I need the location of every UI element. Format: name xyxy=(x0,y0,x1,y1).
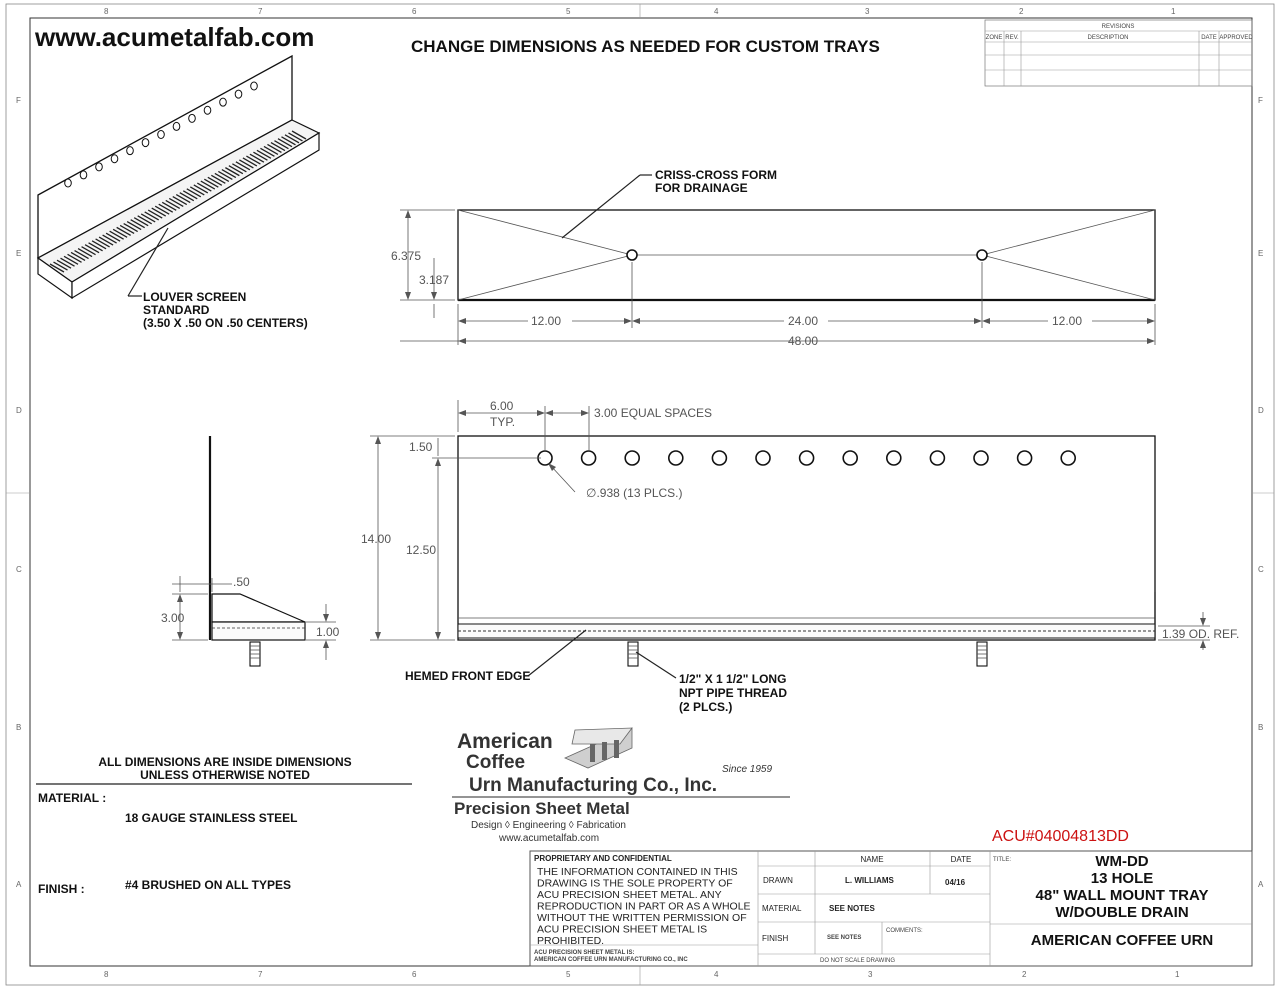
iso-hole xyxy=(251,82,258,90)
prop-title: PROPRIETARY AND CONFIDENTIAL xyxy=(534,854,672,863)
finish-tb-label: FINISH xyxy=(762,934,789,943)
logo-since: Since 1959 xyxy=(722,764,773,775)
drawn-date: 04/16 xyxy=(945,878,966,887)
zone-bottom-4: 4 xyxy=(714,970,719,979)
title-line2: 13 HOLE xyxy=(1090,870,1154,887)
material-tb-value: SEE NOTES xyxy=(829,904,875,913)
louver-callout-line2: STANDARD xyxy=(143,303,210,317)
faucet-hole xyxy=(669,451,683,465)
drawn-name: L. WILLIAMS xyxy=(845,876,894,885)
iso-hole xyxy=(111,155,118,163)
dim-side-lip: .50 xyxy=(233,575,250,589)
zone-top-7: 7 xyxy=(258,7,263,16)
zone-left-a: A xyxy=(16,880,22,889)
zone-top-1: 1 xyxy=(1171,7,1176,16)
logo-services: Design ◊ Engineering ◊ Fabrication xyxy=(471,820,626,831)
logo-line3: Urn Manufacturing Co., Inc. xyxy=(469,775,718,796)
part-number: ACU#04004813DD xyxy=(992,828,1129,845)
pipe-callout-line1: 1/2" X 1 1/2" LONG xyxy=(679,672,787,686)
finish-label: FINISH : xyxy=(38,882,85,896)
prop-body-line: ACU PRECISION SHEET METAL IS xyxy=(537,923,708,936)
logo-tagline: Precision Sheet Metal xyxy=(454,799,630,818)
isometric-view xyxy=(38,56,319,330)
name-header: NAME xyxy=(860,855,884,864)
pipe-callout-line3: (2 PLCS.) xyxy=(679,700,733,714)
pipe-callout-line2: NPT PIPE THREAD xyxy=(679,686,788,700)
zone-right-a: A xyxy=(1258,880,1264,889)
material-label: MATERIAL : xyxy=(38,791,107,805)
zone-right-b: B xyxy=(1258,723,1264,732)
custom-instruction: CHANGE DIMENSIONS AS NEEDED FOR CUSTOM TRAYS xyxy=(411,37,880,56)
zone-bottom-8: 8 xyxy=(104,970,109,979)
zone-left-c: C xyxy=(16,565,22,574)
dim-top-offset: 1.50 xyxy=(409,440,433,454)
comments-label: COMMENTS: xyxy=(886,928,923,934)
faucet-hole xyxy=(887,451,901,465)
zone-labels-left xyxy=(16,96,22,889)
dim-top-right: 12.00 xyxy=(1052,314,1083,328)
iso-hole xyxy=(127,147,134,155)
title-line1: WM-DD xyxy=(1095,853,1149,870)
material-tb-label: MATERIAL xyxy=(762,904,802,913)
zone-bottom-2: 2 xyxy=(1022,970,1027,979)
louver-callout-line1: LOUVER SCREEN xyxy=(143,290,247,304)
crisscross-callout-line1: CRISS-CROSS FORM xyxy=(655,168,778,182)
iso-hole xyxy=(173,122,180,130)
prop-body-line: ACU PRECISION SHEET METAL. ANY xyxy=(537,889,722,901)
iso-hole xyxy=(220,98,227,106)
dim-side-tray: 1.00 xyxy=(316,625,340,639)
zone-top-6: 6 xyxy=(412,7,417,16)
faucet-hole xyxy=(843,451,857,465)
prop-body xyxy=(537,866,751,947)
faucet-hole xyxy=(1061,451,1075,465)
finish-tb-value: SEE NOTES xyxy=(827,935,862,941)
revisions-col-date: DATE xyxy=(1201,35,1217,41)
revisions-col-rev: REV. xyxy=(1005,35,1019,41)
dim-first-hole: 6.00 xyxy=(490,399,514,413)
prop-body-line: REPRODUCTION IN PART OR AS A WHOLE xyxy=(537,900,751,913)
faucet-hole xyxy=(756,451,770,465)
dim-side-depth: 3.00 xyxy=(161,611,185,625)
dim-top-half: 3.187 xyxy=(419,273,450,287)
zone-left-b: B xyxy=(16,723,22,732)
company-logo xyxy=(452,728,790,844)
faucet-hole xyxy=(930,451,944,465)
zone-left-d: D xyxy=(16,406,22,415)
dim-hole-spacing: 3.00 EQUAL SPACES xyxy=(594,406,713,420)
zone-bottom-7: 7 xyxy=(258,970,263,979)
iso-hole xyxy=(158,131,165,139)
crisscross-callout-line2: FOR DRAINAGE xyxy=(655,181,748,195)
iso-hole xyxy=(235,90,242,98)
dim-front-height: 14.00 xyxy=(361,532,392,546)
top-view xyxy=(391,168,1155,348)
logo-line1: American xyxy=(457,730,553,753)
zone-labels-right xyxy=(1258,96,1264,889)
faucet-hole xyxy=(974,451,988,465)
zone-right-c: C xyxy=(1258,565,1264,574)
louver-callout-line3: (3.50 X .50 ON .50 CENTERS) xyxy=(143,316,308,330)
zone-top-3: 3 xyxy=(865,7,870,16)
zone-bottom-3: 3 xyxy=(868,970,873,979)
material-value: 18 GAUGE STAINLESS STEEL xyxy=(125,811,298,825)
logo-line2: Coffee xyxy=(466,752,526,773)
company-name: AMERICAN COFFEE URN xyxy=(1030,932,1214,949)
title-line4: W/DOUBLE DRAIN xyxy=(1055,904,1189,921)
revisions-col-description: DESCRIPTION xyxy=(1087,35,1129,41)
zone-top-8: 8 xyxy=(104,7,109,16)
prop-body-line: PROHIBITED. xyxy=(537,935,605,947)
dim-top-total: 48.00 xyxy=(788,334,819,348)
title-block xyxy=(530,851,1252,966)
revisions-col-zone: ZONE xyxy=(985,35,1003,41)
no-scale-note: DO NOT SCALE DRAWING xyxy=(820,958,896,964)
finish-value: #4 BRUSHED ON ALL TYPES xyxy=(125,878,292,892)
website-title: www.acumetalfab.com xyxy=(35,22,315,52)
dim-top-height: 6.375 xyxy=(391,249,422,263)
zone-top-4: 4 xyxy=(714,7,719,16)
zone-bottom-5: 5 xyxy=(566,970,571,979)
title-label: TITLE: xyxy=(993,857,1012,863)
drain-hole-left xyxy=(627,250,637,260)
zone-right-e: E xyxy=(1258,249,1264,258)
faucet-hole xyxy=(1018,451,1032,465)
iso-hole xyxy=(96,163,103,171)
zone-labels-bottom xyxy=(104,970,1180,979)
logo-url: www.acumetalfab.com xyxy=(499,833,600,844)
zone-left-e: E xyxy=(16,249,22,258)
zone-right-f: F xyxy=(1258,96,1263,105)
dim-first-hole-typ: TYP. xyxy=(490,415,516,429)
faucet-hole xyxy=(625,451,639,465)
drain-hole-right xyxy=(977,250,987,260)
hem-callout: HEMED FRONT EDGE xyxy=(405,669,531,683)
iso-hole xyxy=(65,179,72,187)
notes-dimensions-line2: UNLESS OTHERWISE NOTED xyxy=(140,768,310,782)
revisions-col-approved: APPROVED xyxy=(1219,35,1253,41)
od-ref: 1.39 OD. REF. xyxy=(1162,627,1240,641)
prop-body-line: WITHOUT THE WRITTEN PERMISSION OF xyxy=(537,912,747,924)
notes-block xyxy=(36,755,412,896)
prop-body-line: DRAWING IS THE SOLE PROPERTY OF xyxy=(537,877,733,890)
zone-bottom-6: 6 xyxy=(412,970,417,979)
prop-footer-line1: ACU PRECISION SHEET METAL IS: xyxy=(534,950,635,956)
side-view xyxy=(161,436,340,666)
front-view xyxy=(361,399,1239,714)
dim-top-mid: 24.00 xyxy=(788,314,819,328)
zone-right-d: D xyxy=(1258,406,1264,415)
dim-top-left: 12.00 xyxy=(531,314,562,328)
faucet-hole xyxy=(712,451,726,465)
iso-hole xyxy=(189,114,196,122)
iso-hole xyxy=(142,139,149,147)
prop-body-line: THE INFORMATION CONTAINED IN THIS xyxy=(537,866,738,878)
dim-hole-height: 12.50 xyxy=(406,543,437,557)
faucet-holes xyxy=(538,451,1075,465)
revisions-table xyxy=(985,20,1253,86)
prop-footer-line2: AMERICAN COFFEE URN MANUFACTURING CO., INC xyxy=(534,957,688,963)
iso-hole xyxy=(80,171,87,179)
title-line3: 48" WALL MOUNT TRAY xyxy=(1035,887,1209,904)
notes-dimensions-line1: ALL DIMENSIONS ARE INSIDE DIMENSIONS xyxy=(98,755,352,769)
drawn-label: DRAWN xyxy=(763,876,793,885)
faucet-hole xyxy=(800,451,814,465)
zone-top-2: 2 xyxy=(1019,7,1024,16)
date-header: DATE xyxy=(950,855,972,864)
zone-top-5: 5 xyxy=(566,7,571,16)
revisions-title: REVISIONS xyxy=(1101,24,1135,30)
zone-left-f: F xyxy=(16,96,21,105)
iso-hole xyxy=(204,106,211,114)
hole-callout: ∅.938 (13 PLCS.) xyxy=(586,486,683,500)
zone-bottom-1: 1 xyxy=(1175,970,1180,979)
faucet-hole xyxy=(582,451,596,465)
